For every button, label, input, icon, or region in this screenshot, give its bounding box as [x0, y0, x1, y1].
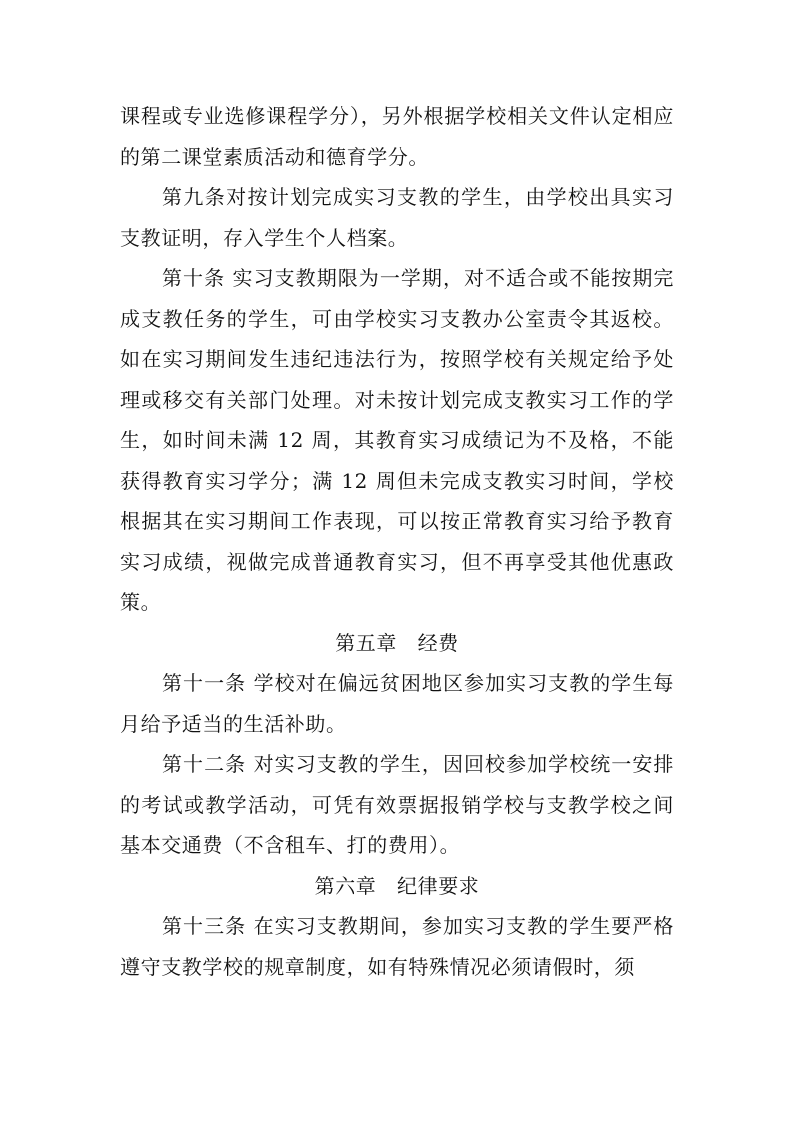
paragraph-article-9: 第九条对按计划完成实习支教的学生，由学校出具实习支教证明，存入学生个人档案。	[120, 185, 674, 250]
paragraph-article-10: 第十条 实习支教期限为一学期，对不适合或不能按期完成支教任务的学生，可由学校实习支教办公室责令其返校。如在实习期间发生违纪违法行为，按照学校有关规定给予处理或移交有关部门处理。对未按计划完成支教实习工作的学生，如时间未满 12 周，其教育实习成绩记为不及格，不能获得教育实习学分；满 12 周但未完成支教实习时间，学校根据其在实习期间工作表现，可以按正常教育实习给予教育实习成绩，视做完成普通教育实习，但不再享受其他优惠政策。	[120, 266, 674, 614]
paragraph-article-12: 第十二条 对实习支教的学生，因回校参加学校统一安排的考试或教学活动，可凭有效票据报销学校与支教学校之间基本交通费（不含租车、打的费用）。	[120, 752, 674, 857]
paragraph-credit-continuation: 课程或专业选修课程学分），另外根据学校相关文件认定相应的第二课堂素质活动和德育学分。	[120, 104, 674, 169]
chapter-5-heading: 第五章 经费	[335, 630, 459, 655]
paragraph-article-13: 第十三条 在实习支教期间，参加实习支教的学生要严格遵守支教学校的规章制度，如有特殊情况必须请假时，须	[120, 914, 674, 979]
paragraph-article-11: 第十一条 学校对在偏远贫困地区参加实习支教的学生每月给予适当的生活补助。	[120, 671, 674, 736]
document-body	[120, 96, 674, 987]
chapter-6-heading: 第六章 纪律要求	[314, 873, 480, 898]
